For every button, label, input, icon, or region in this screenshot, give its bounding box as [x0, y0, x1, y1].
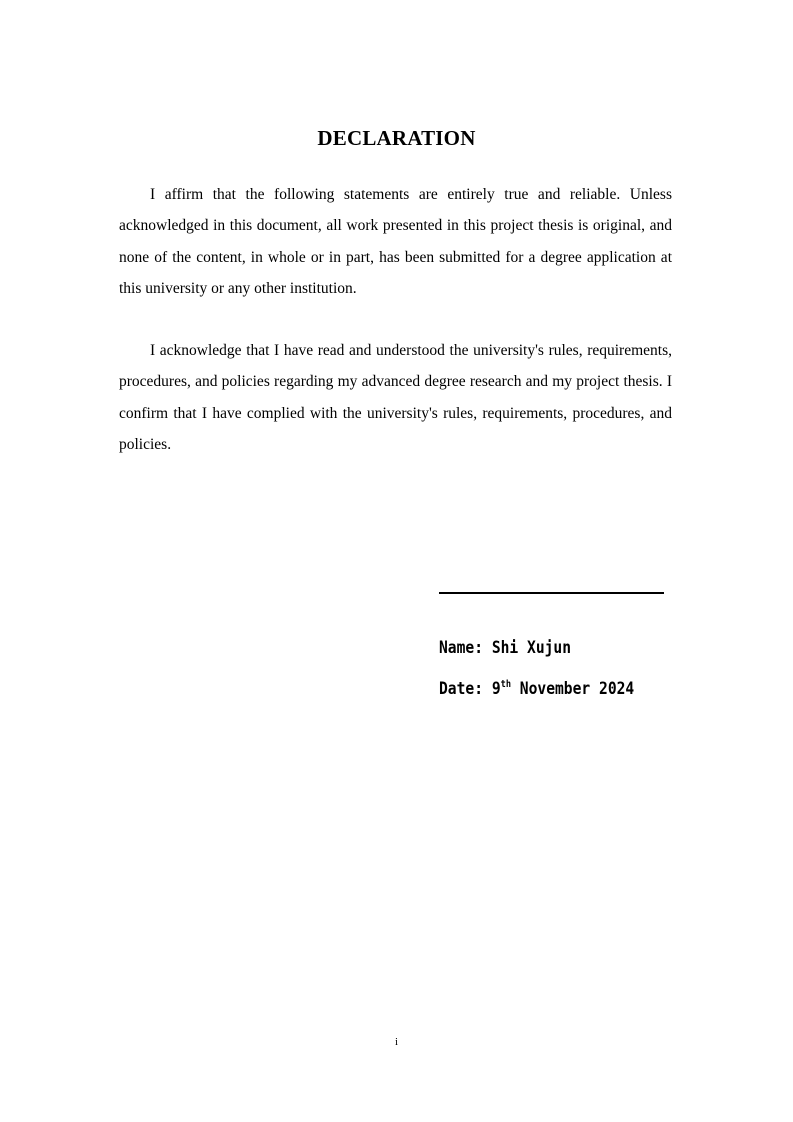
name-label: Name:	[439, 638, 492, 658]
date-rest: November 2024	[510, 679, 635, 699]
date-day: 9	[491, 679, 501, 699]
signature-name	[439, 637, 571, 659]
declaration-paragraph-2: I acknowledge that I have read and understood the university's rules, requirements, procedures, and policies regarding my advanced degree research and my project thesis. I confirm that I have complied with the university's rules, requirements, procedures, and policies.	[119, 342, 672, 453]
signature-date	[439, 678, 634, 700]
date-label: Date:	[439, 679, 492, 699]
name-value: Shi Xujun	[491, 638, 572, 658]
declaration-paragraph-1: I affirm that the following statements are entirely true and reliable. Unless acknowledged in this document, all work presented in this project thesis is original, and none of the content, in whole or in part, has been submitted for a degree application at this university or any other institution.	[119, 186, 672, 297]
page-number: i	[394, 1036, 399, 1048]
date-day-suffix: th	[500, 679, 511, 690]
page-title: DECLARATION	[317, 126, 476, 150]
signature-line	[439, 592, 664, 594]
